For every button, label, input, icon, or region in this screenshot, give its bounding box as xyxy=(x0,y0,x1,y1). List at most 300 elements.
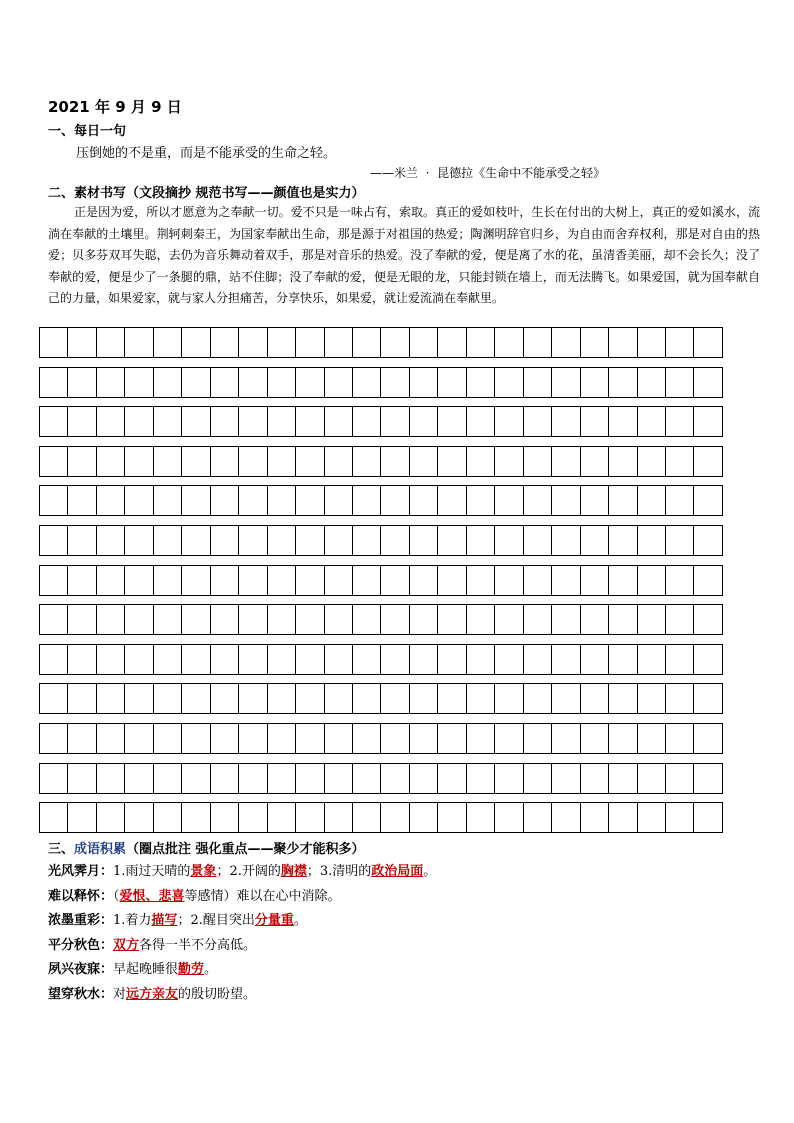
grid-cell[interactable] xyxy=(40,645,68,675)
grid-cell[interactable] xyxy=(154,724,182,754)
grid-cell[interactable] xyxy=(239,605,267,635)
grid-cell[interactable] xyxy=(638,526,666,556)
grid-cell[interactable] xyxy=(609,486,637,516)
grid-cell[interactable] xyxy=(495,526,523,556)
grid-cell[interactable] xyxy=(609,803,637,833)
grid-cell[interactable] xyxy=(211,605,239,635)
grid-cell[interactable] xyxy=(495,764,523,794)
grid-cell[interactable] xyxy=(154,566,182,596)
grid-cell[interactable] xyxy=(467,803,495,833)
grid-cell[interactable] xyxy=(410,764,438,794)
grid-cell[interactable] xyxy=(211,368,239,398)
grid-cell[interactable] xyxy=(666,447,694,477)
grid-cell[interactable] xyxy=(552,526,580,556)
grid-cell[interactable] xyxy=(410,486,438,516)
grid-cell[interactable] xyxy=(97,328,125,358)
grid-cell[interactable] xyxy=(40,447,68,477)
grid-cell[interactable] xyxy=(353,368,381,398)
grid-cell[interactable] xyxy=(239,764,267,794)
grid-cell[interactable] xyxy=(438,803,466,833)
grid-cell[interactable] xyxy=(552,447,580,477)
grid-cell[interactable] xyxy=(296,724,324,754)
grid-cell[interactable] xyxy=(353,447,381,477)
grid-cell[interactable] xyxy=(552,328,580,358)
grid-cell[interactable] xyxy=(125,407,153,437)
grid-cell[interactable] xyxy=(325,764,353,794)
grid-cell[interactable] xyxy=(125,368,153,398)
grid-cell[interactable] xyxy=(552,486,580,516)
grid-cell[interactable] xyxy=(325,328,353,358)
grid-cell[interactable] xyxy=(353,764,381,794)
grid-cell[interactable] xyxy=(182,407,210,437)
grid-cell[interactable] xyxy=(40,566,68,596)
grid-cell[interactable] xyxy=(467,407,495,437)
grid-cell[interactable] xyxy=(239,328,267,358)
grid-cell[interactable] xyxy=(410,684,438,714)
grid-cell[interactable] xyxy=(438,566,466,596)
grid-cell[interactable] xyxy=(467,764,495,794)
grid-cell[interactable] xyxy=(353,605,381,635)
grid-cell[interactable] xyxy=(495,605,523,635)
grid-cell[interactable] xyxy=(40,803,68,833)
grid-cell[interactable] xyxy=(325,724,353,754)
grid-cell[interactable] xyxy=(182,328,210,358)
grid-cell[interactable] xyxy=(154,803,182,833)
grid-cell[interactable] xyxy=(467,605,495,635)
grid-cell[interactable] xyxy=(381,368,409,398)
grid-cell[interactable] xyxy=(268,368,296,398)
grid-cell[interactable] xyxy=(182,605,210,635)
grid-cell[interactable] xyxy=(524,764,552,794)
grid-cell[interactable] xyxy=(353,684,381,714)
grid-cell[interactable] xyxy=(68,447,96,477)
grid-cell[interactable] xyxy=(552,605,580,635)
grid-cell[interactable] xyxy=(268,526,296,556)
grid-cell[interactable] xyxy=(97,684,125,714)
grid-cell[interactable] xyxy=(211,645,239,675)
grid-cell[interactable] xyxy=(438,407,466,437)
grid-cell[interactable] xyxy=(581,526,609,556)
grid-cell[interactable] xyxy=(325,605,353,635)
grid-cell[interactable] xyxy=(381,447,409,477)
grid-cell[interactable] xyxy=(296,368,324,398)
grid-cell[interactable] xyxy=(694,724,722,754)
grid-cell[interactable] xyxy=(609,764,637,794)
grid-cell[interactable] xyxy=(581,724,609,754)
grid-cell[interactable] xyxy=(211,526,239,556)
grid-cell[interactable] xyxy=(495,407,523,437)
grid-cell[interactable] xyxy=(325,566,353,596)
grid-cell[interactable] xyxy=(40,328,68,358)
grid-cell[interactable] xyxy=(581,645,609,675)
grid-cell[interactable] xyxy=(410,566,438,596)
grid-cell[interactable] xyxy=(239,407,267,437)
grid-cell[interactable] xyxy=(638,328,666,358)
grid-cell[interactable] xyxy=(381,328,409,358)
grid-cell[interactable] xyxy=(410,724,438,754)
grid-cell[interactable] xyxy=(638,447,666,477)
grid-cell[interactable] xyxy=(40,407,68,437)
grid-cell[interactable] xyxy=(410,407,438,437)
grid-cell[interactable] xyxy=(581,368,609,398)
grid-cell[interactable] xyxy=(581,328,609,358)
grid-cell[interactable] xyxy=(353,407,381,437)
grid-cell[interactable] xyxy=(581,566,609,596)
grid-cell[interactable] xyxy=(467,645,495,675)
grid-cell[interactable] xyxy=(609,368,637,398)
grid-cell[interactable] xyxy=(524,724,552,754)
grid-cell[interactable] xyxy=(353,328,381,358)
grid-cell[interactable] xyxy=(552,368,580,398)
grid-cell[interactable] xyxy=(296,328,324,358)
grid-cell[interactable] xyxy=(154,645,182,675)
grid-cell[interactable] xyxy=(694,566,722,596)
grid-cell[interactable] xyxy=(154,605,182,635)
grid-cell[interactable] xyxy=(581,764,609,794)
grid-cell[interactable] xyxy=(581,803,609,833)
grid-cell[interactable] xyxy=(609,447,637,477)
grid-cell[interactable] xyxy=(666,684,694,714)
grid-cell[interactable] xyxy=(381,407,409,437)
grid-cell[interactable] xyxy=(524,328,552,358)
grid-cell[interactable] xyxy=(638,368,666,398)
grid-cell[interactable] xyxy=(666,328,694,358)
grid-cell[interactable] xyxy=(211,407,239,437)
grid-cell[interactable] xyxy=(296,447,324,477)
grid-cell[interactable] xyxy=(268,447,296,477)
grid-cell[interactable] xyxy=(40,724,68,754)
grid-cell[interactable] xyxy=(97,645,125,675)
grid-cell[interactable] xyxy=(97,368,125,398)
grid-cell[interactable] xyxy=(438,486,466,516)
grid-cell[interactable] xyxy=(125,764,153,794)
grid-cell[interactable] xyxy=(182,684,210,714)
grid-cell[interactable] xyxy=(552,684,580,714)
grid-cell[interactable] xyxy=(125,724,153,754)
grid-cell[interactable] xyxy=(154,764,182,794)
grid-cell[interactable] xyxy=(97,566,125,596)
grid-cell[interactable] xyxy=(609,526,637,556)
grid-cell[interactable] xyxy=(40,764,68,794)
grid-cell[interactable] xyxy=(268,407,296,437)
grid-cell[interactable] xyxy=(97,764,125,794)
grid-cell[interactable] xyxy=(68,566,96,596)
grid-cell[interactable] xyxy=(68,724,96,754)
grid-cell[interactable] xyxy=(239,684,267,714)
grid-cell[interactable] xyxy=(438,605,466,635)
grid-cell[interactable] xyxy=(694,486,722,516)
grid-cell[interactable] xyxy=(154,447,182,477)
grid-cell[interactable] xyxy=(467,447,495,477)
grid-cell[interactable] xyxy=(325,526,353,556)
grid-cell[interactable] xyxy=(666,526,694,556)
grid-cell[interactable] xyxy=(666,764,694,794)
grid-cell[interactable] xyxy=(552,645,580,675)
grid-cell[interactable] xyxy=(524,447,552,477)
grid-cell[interactable] xyxy=(182,368,210,398)
grid-cell[interactable] xyxy=(609,605,637,635)
grid-cell[interactable] xyxy=(125,447,153,477)
grid-cell[interactable] xyxy=(381,764,409,794)
grid-cell[interactable] xyxy=(666,724,694,754)
grid-cell[interactable] xyxy=(694,407,722,437)
grid-cell[interactable] xyxy=(239,566,267,596)
grid-cell[interactable] xyxy=(296,566,324,596)
grid-cell[interactable] xyxy=(381,605,409,635)
grid-cell[interactable] xyxy=(353,566,381,596)
grid-cell[interactable] xyxy=(524,486,552,516)
grid-cell[interactable] xyxy=(296,486,324,516)
grid-cell[interactable] xyxy=(40,486,68,516)
grid-cell[interactable] xyxy=(325,447,353,477)
grid-cell[interactable] xyxy=(268,764,296,794)
grid-cell[interactable] xyxy=(182,645,210,675)
grid-cell[interactable] xyxy=(524,407,552,437)
grid-cell[interactable] xyxy=(125,566,153,596)
grid-cell[interactable] xyxy=(68,526,96,556)
grid-cell[interactable] xyxy=(68,486,96,516)
grid-cell[interactable] xyxy=(68,368,96,398)
grid-cell[interactable] xyxy=(97,724,125,754)
grid-cell[interactable] xyxy=(694,764,722,794)
grid-cell[interactable] xyxy=(410,526,438,556)
grid-cell[interactable] xyxy=(694,328,722,358)
grid-cell[interactable] xyxy=(353,803,381,833)
grid-cell[interactable] xyxy=(182,447,210,477)
grid-cell[interactable] xyxy=(666,407,694,437)
grid-cell[interactable] xyxy=(68,684,96,714)
grid-cell[interactable] xyxy=(154,486,182,516)
grid-cell[interactable] xyxy=(325,645,353,675)
grid-cell[interactable] xyxy=(638,566,666,596)
grid-cell[interactable] xyxy=(552,407,580,437)
grid-cell[interactable] xyxy=(694,605,722,635)
grid-cell[interactable] xyxy=(638,605,666,635)
grid-cell[interactable] xyxy=(438,684,466,714)
grid-cell[interactable] xyxy=(68,605,96,635)
grid-cell[interactable] xyxy=(97,486,125,516)
grid-cell[interactable] xyxy=(524,645,552,675)
grid-cell[interactable] xyxy=(211,447,239,477)
grid-cell[interactable] xyxy=(581,605,609,635)
grid-cell[interactable] xyxy=(68,328,96,358)
grid-cell[interactable] xyxy=(353,724,381,754)
grid-cell[interactable] xyxy=(438,447,466,477)
grid-cell[interactable] xyxy=(609,328,637,358)
grid-cell[interactable] xyxy=(125,486,153,516)
grid-cell[interactable] xyxy=(182,724,210,754)
grid-cell[interactable] xyxy=(325,486,353,516)
grid-cell[interactable] xyxy=(495,803,523,833)
grid-cell[interactable] xyxy=(97,407,125,437)
grid-cell[interactable] xyxy=(97,803,125,833)
grid-cell[interactable] xyxy=(68,764,96,794)
grid-cell[interactable] xyxy=(182,526,210,556)
grid-cell[interactable] xyxy=(125,328,153,358)
grid-cell[interactable] xyxy=(666,645,694,675)
grid-cell[interactable] xyxy=(325,803,353,833)
grid-cell[interactable] xyxy=(381,566,409,596)
grid-cell[interactable] xyxy=(353,486,381,516)
grid-cell[interactable] xyxy=(638,645,666,675)
grid-cell[interactable] xyxy=(410,368,438,398)
grid-cell[interactable] xyxy=(467,486,495,516)
grid-cell[interactable] xyxy=(325,368,353,398)
writing-grid[interactable] xyxy=(39,327,723,842)
grid-cell[interactable] xyxy=(40,684,68,714)
grid-cell[interactable] xyxy=(40,605,68,635)
grid-cell[interactable] xyxy=(211,684,239,714)
grid-cell[interactable] xyxy=(296,803,324,833)
grid-cell[interactable] xyxy=(325,407,353,437)
grid-cell[interactable] xyxy=(495,486,523,516)
grid-cell[interactable] xyxy=(154,328,182,358)
grid-cell[interactable] xyxy=(381,526,409,556)
grid-cell[interactable] xyxy=(211,486,239,516)
grid-cell[interactable] xyxy=(381,645,409,675)
grid-cell[interactable] xyxy=(524,803,552,833)
grid-cell[interactable] xyxy=(125,605,153,635)
grid-cell[interactable] xyxy=(524,368,552,398)
grid-cell[interactable] xyxy=(239,724,267,754)
grid-cell[interactable] xyxy=(638,684,666,714)
grid-cell[interactable] xyxy=(638,764,666,794)
grid-cell[interactable] xyxy=(239,368,267,398)
grid-cell[interactable] xyxy=(353,645,381,675)
grid-cell[interactable] xyxy=(638,407,666,437)
grid-cell[interactable] xyxy=(296,645,324,675)
grid-cell[interactable] xyxy=(381,486,409,516)
grid-cell[interactable] xyxy=(211,724,239,754)
grid-cell[interactable] xyxy=(353,526,381,556)
grid-cell[interactable] xyxy=(609,684,637,714)
grid-cell[interactable] xyxy=(666,368,694,398)
grid-cell[interactable] xyxy=(694,803,722,833)
grid-cell[interactable] xyxy=(239,447,267,477)
grid-cell[interactable] xyxy=(609,407,637,437)
grid-cell[interactable] xyxy=(581,447,609,477)
grid-cell[interactable] xyxy=(666,605,694,635)
grid-cell[interactable] xyxy=(68,407,96,437)
grid-cell[interactable] xyxy=(438,526,466,556)
grid-cell[interactable] xyxy=(467,328,495,358)
grid-cell[interactable] xyxy=(182,566,210,596)
grid-cell[interactable] xyxy=(694,447,722,477)
grid-cell[interactable] xyxy=(154,368,182,398)
grid-cell[interactable] xyxy=(495,684,523,714)
grid-cell[interactable] xyxy=(211,803,239,833)
grid-cell[interactable] xyxy=(638,486,666,516)
grid-cell[interactable] xyxy=(438,645,466,675)
grid-cell[interactable] xyxy=(239,526,267,556)
grid-cell[interactable] xyxy=(524,684,552,714)
grid-cell[interactable] xyxy=(239,645,267,675)
grid-cell[interactable] xyxy=(68,645,96,675)
grid-cell[interactable] xyxy=(581,684,609,714)
grid-cell[interactable] xyxy=(211,328,239,358)
grid-cell[interactable] xyxy=(211,764,239,794)
grid-cell[interactable] xyxy=(552,724,580,754)
grid-cell[interactable] xyxy=(438,724,466,754)
grid-cell[interactable] xyxy=(694,684,722,714)
grid-cell[interactable] xyxy=(467,566,495,596)
grid-cell[interactable] xyxy=(638,803,666,833)
grid-cell[interactable] xyxy=(524,566,552,596)
grid-cell[interactable] xyxy=(211,566,239,596)
grid-cell[interactable] xyxy=(552,566,580,596)
grid-cell[interactable] xyxy=(694,368,722,398)
grid-cell[interactable] xyxy=(438,328,466,358)
grid-cell[interactable] xyxy=(125,526,153,556)
grid-cell[interactable] xyxy=(154,526,182,556)
grid-cell[interactable] xyxy=(125,684,153,714)
grid-cell[interactable] xyxy=(381,724,409,754)
grid-cell[interactable] xyxy=(268,684,296,714)
grid-cell[interactable] xyxy=(97,526,125,556)
grid-cell[interactable] xyxy=(410,447,438,477)
grid-cell[interactable] xyxy=(125,803,153,833)
grid-cell[interactable] xyxy=(552,803,580,833)
grid-cell[interactable] xyxy=(97,447,125,477)
grid-cell[interactable] xyxy=(296,764,324,794)
grid-cell[interactable] xyxy=(609,566,637,596)
grid-cell[interactable] xyxy=(666,566,694,596)
grid-cell[interactable] xyxy=(495,724,523,754)
grid-cell[interactable] xyxy=(381,803,409,833)
grid-cell[interactable] xyxy=(467,368,495,398)
grid-cell[interactable] xyxy=(609,645,637,675)
grid-cell[interactable] xyxy=(666,803,694,833)
grid-cell[interactable] xyxy=(666,486,694,516)
grid-cell[interactable] xyxy=(268,605,296,635)
grid-cell[interactable] xyxy=(467,724,495,754)
grid-cell[interactable] xyxy=(40,368,68,398)
grid-cell[interactable] xyxy=(694,645,722,675)
grid-cell[interactable] xyxy=(154,684,182,714)
grid-cell[interactable] xyxy=(325,684,353,714)
grid-cell[interactable] xyxy=(268,724,296,754)
grid-cell[interactable] xyxy=(296,605,324,635)
grid-cell[interactable] xyxy=(410,328,438,358)
grid-cell[interactable] xyxy=(410,645,438,675)
grid-cell[interactable] xyxy=(268,328,296,358)
grid-cell[interactable] xyxy=(97,605,125,635)
grid-cell[interactable] xyxy=(268,486,296,516)
grid-cell[interactable] xyxy=(467,526,495,556)
grid-cell[interactable] xyxy=(125,645,153,675)
grid-cell[interactable] xyxy=(495,566,523,596)
grid-cell[interactable] xyxy=(467,684,495,714)
grid-cell[interactable] xyxy=(581,486,609,516)
grid-cell[interactable] xyxy=(524,605,552,635)
grid-cell[interactable] xyxy=(182,486,210,516)
grid-cell[interactable] xyxy=(410,605,438,635)
grid-cell[interactable] xyxy=(182,803,210,833)
grid-cell[interactable] xyxy=(296,407,324,437)
grid-cell[interactable] xyxy=(694,526,722,556)
grid-cell[interactable] xyxy=(296,684,324,714)
grid-cell[interactable] xyxy=(438,764,466,794)
grid-cell[interactable] xyxy=(268,566,296,596)
grid-cell[interactable] xyxy=(495,368,523,398)
grid-cell[interactable] xyxy=(495,447,523,477)
grid-cell[interactable] xyxy=(154,407,182,437)
grid-cell[interactable] xyxy=(581,407,609,437)
grid-cell[interactable] xyxy=(609,724,637,754)
grid-cell[interactable] xyxy=(381,684,409,714)
grid-cell[interactable] xyxy=(182,764,210,794)
grid-cell[interactable] xyxy=(495,645,523,675)
